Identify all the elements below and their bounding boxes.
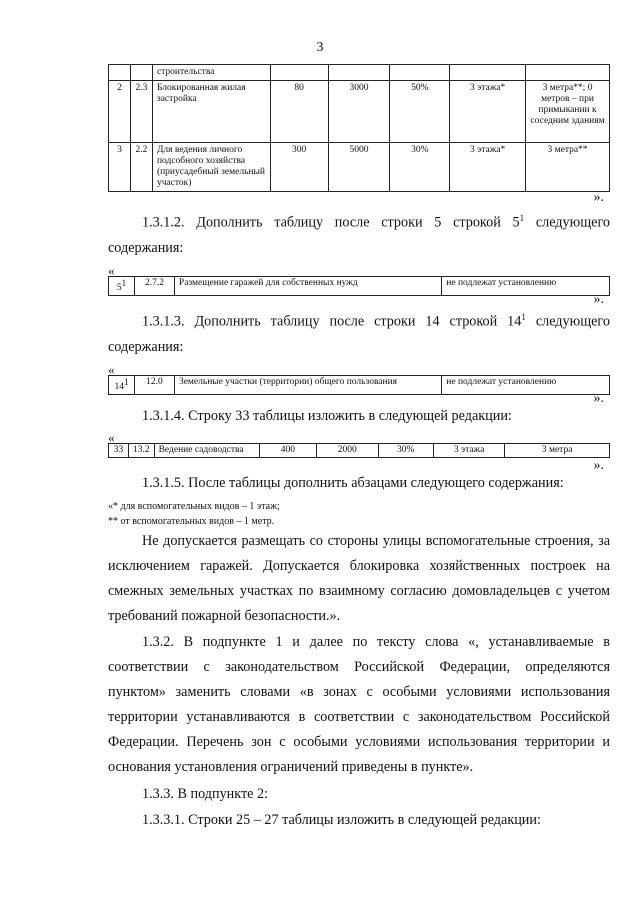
footnote-2: ** от вспомогательных видов – 1 метр.	[108, 516, 275, 527]
table-cell: 400	[259, 444, 316, 458]
paragraph-1-3-1-4: 1.3.1.4. Строку 33 таблицы изложить в следующей редакции:	[142, 408, 512, 424]
page-number: 3	[316, 40, 324, 55]
table-cell: 3 этажа*	[450, 81, 526, 143]
paragraph-1-3-1-2: 1.3.1.2. Дополнить таблицу после строки 5 строкой $5^1$ следующего содержания:	[108, 213, 610, 256]
table-cell: 3 этажа*	[450, 143, 526, 192]
table-row	[109, 143, 610, 192]
table-cell: 3	[109, 143, 131, 192]
opening-quote: «	[108, 430, 115, 445]
table-cell	[109, 65, 131, 81]
closing-quote: ».	[593, 190, 604, 205]
closing-quote: ».	[593, 458, 604, 473]
table-cell: Для ведения личного подсобного хозяйства (приусадебный земельный участок)	[152, 143, 270, 192]
row-14-1-table	[108, 375, 610, 395]
paragraph-1-3-3-1: 1.3.3.1. Строки 25 – 27 таблицы изложить в следующей редакции:	[142, 812, 541, 828]
paragraph-garages: Не допускается размещать со стороны улицы вспомогательные строения, за исключением гаражей. Допускается блокировка хозяйственных построек на смежных земельных участках по взаимному согласию домовладельцев с учетом требований пожарной безопасности.».	[108, 533, 610, 624]
table-cell: 3 метра**	[526, 143, 610, 192]
table-cell: Размещение гаражей для собственных нужд	[174, 277, 441, 296]
paragraph-1-3-1-3: 1.3.1.3. Дополнить таблицу после строки 14 строкой $14^1$ следующего содержания:	[108, 312, 610, 355]
opening-quote: «	[108, 263, 115, 278]
table-cell	[270, 65, 328, 81]
table-cell: Ведение садоводства	[154, 444, 259, 458]
table-row	[109, 65, 610, 81]
table-cell: 80	[270, 81, 328, 143]
table-cell	[390, 65, 450, 81]
table-cell: 3000	[328, 81, 390, 143]
table-cell: 300	[270, 143, 328, 192]
footnote-1: «* для вспомогательных видов – 1 этаж;	[108, 501, 280, 512]
table-cell: 2000	[317, 444, 378, 458]
closing-quote: ».	[593, 292, 604, 307]
table-cell: 2.3	[130, 81, 152, 143]
table-cell: 30%	[390, 143, 450, 192]
paragraph-1-3-3: 1.3.3. В подпункте 2:	[142, 786, 269, 802]
paragraph-1-3-2: 1.3.2. В подпункте 1 и далее по тексту слова «, устанавливаемые в соответствии с законодательством Российской Федерации, определяются пунктом» заменить словами «в зонах с особыми условиями использования территории устанавливаются в соответствии с законодательством Российской Федерации. Перечень зон с особыми условиями использования территории и основания установления ограничений приведены в пункте».	[108, 634, 610, 775]
table-row	[109, 81, 610, 143]
table-cell	[130, 65, 152, 81]
table-cell: 3 метра	[505, 444, 610, 458]
table-cell: 2.2	[130, 143, 152, 192]
table-cell: не подлежат установлению	[442, 376, 610, 395]
table-cell: 50%	[390, 81, 450, 143]
table-cell: строительства	[152, 65, 270, 81]
table-cell	[328, 65, 390, 81]
table-cell	[526, 65, 610, 81]
table-row	[109, 376, 610, 395]
table-cell: $5^1$	[109, 277, 135, 296]
table-cell: Земельные участки (территории) общего пользования	[174, 376, 441, 395]
table-cell: 12.0	[134, 376, 174, 395]
table-cell	[450, 65, 526, 81]
table-cell: 2	[109, 81, 131, 143]
table-cell: 3 этажа	[433, 444, 504, 458]
table-cell: 2.7.2	[134, 277, 174, 296]
table-cell: Блокированная жилая застройка	[152, 81, 270, 143]
paragraph-1-3-1-5: 1.3.1.5. После таблицы дополнить абзацами следующего содержания:	[142, 475, 564, 491]
table-cell: 3 метра**; 0 метров – при примыкании к соседним зданиям	[526, 81, 610, 143]
table-cell: 30%	[378, 444, 433, 458]
table-cell: 5000	[328, 143, 390, 192]
table-cell: 13.2	[128, 444, 154, 458]
row-5-1-table	[108, 276, 610, 296]
table-cell: 33	[109, 444, 129, 458]
table-cell: $14^1$	[109, 376, 135, 395]
table-cell: не подлежат установлению	[442, 277, 610, 296]
zoning-table	[108, 64, 610, 192]
closing-quote: ».	[593, 391, 604, 406]
table-row	[109, 444, 610, 458]
table-row	[109, 277, 610, 296]
row-33-table	[108, 443, 610, 458]
opening-quote: «	[108, 362, 115, 377]
